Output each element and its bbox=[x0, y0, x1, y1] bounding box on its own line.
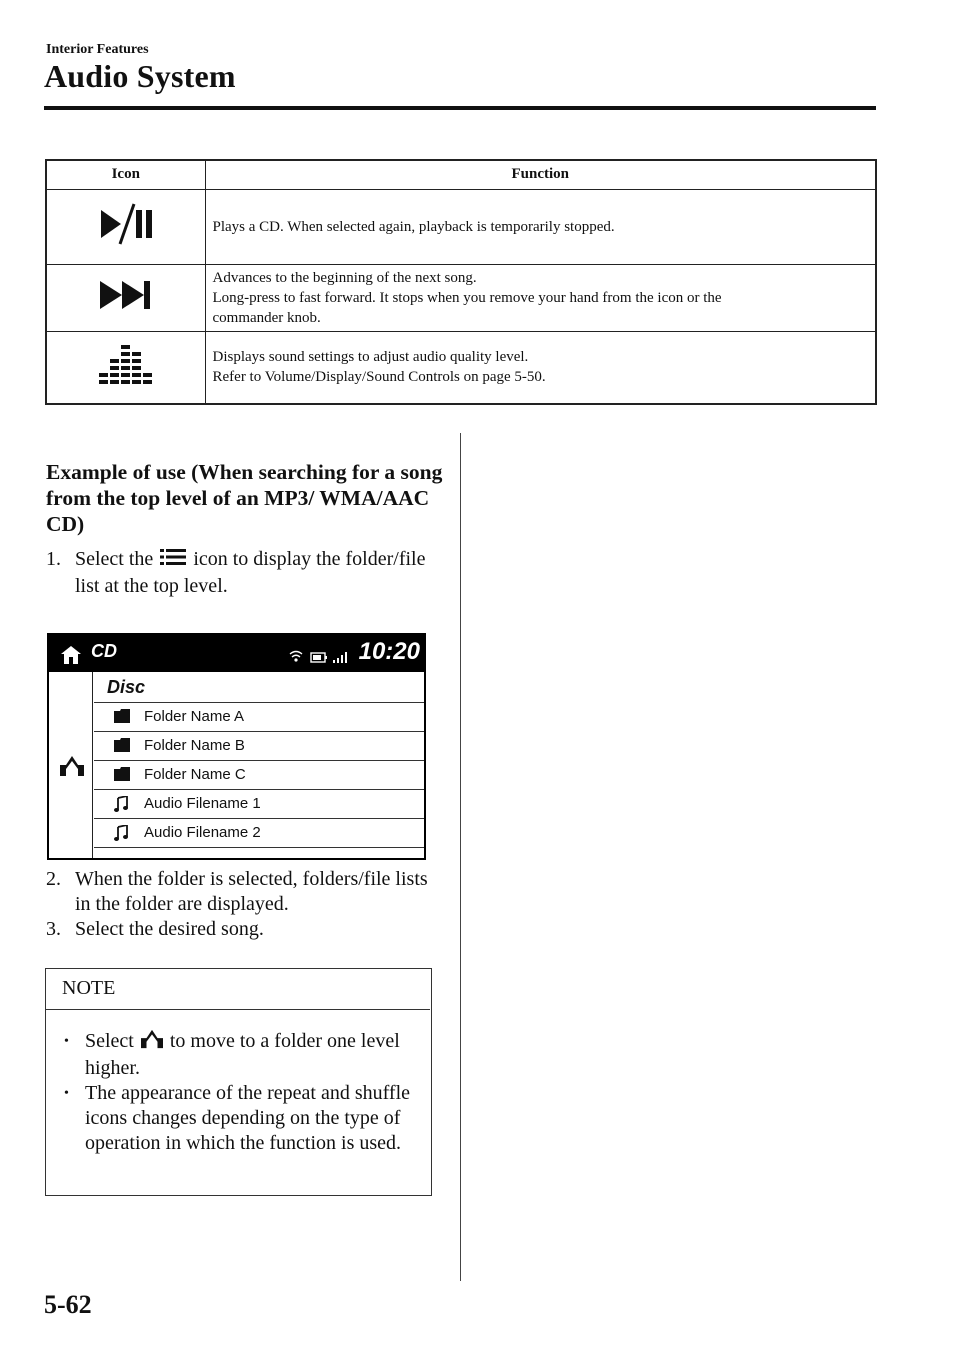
folder-up-icon[interactable] bbox=[60, 756, 84, 781]
list-item[interactable] bbox=[94, 732, 424, 761]
note-text: The appearance of the repeat and shuffle icons changes depending on the type of operation in which the function is used. bbox=[85, 1082, 411, 1154]
step-text: Select the bbox=[75, 548, 154, 570]
list-icon bbox=[160, 547, 186, 574]
list-item-label: Audio Filename 2 bbox=[144, 824, 261, 841]
step-text: Select the desired song. bbox=[75, 918, 264, 940]
back-column bbox=[49, 672, 93, 858]
step-2 bbox=[46, 867, 446, 917]
next-track-icon bbox=[46, 264, 205, 331]
list-title: Disc bbox=[107, 677, 146, 697]
list-item[interactable] bbox=[94, 790, 424, 819]
folder-icon bbox=[114, 709, 130, 728]
folder-up-icon bbox=[141, 1029, 163, 1056]
file-list bbox=[94, 672, 424, 858]
note-list bbox=[60, 1029, 420, 1156]
music-note-icon bbox=[114, 796, 128, 817]
page-number: 5-62 bbox=[44, 1290, 92, 1319]
note-header bbox=[46, 969, 430, 1010]
folder-icon bbox=[114, 738, 130, 757]
screen-source: CD bbox=[91, 641, 117, 661]
note-label: NOTE bbox=[62, 977, 116, 999]
music-note-icon bbox=[114, 825, 128, 846]
bullet: • bbox=[64, 1034, 69, 1049]
title-rule bbox=[44, 106, 876, 110]
function-description: Displays sound settings to adjust audio quality level. Refer to Volume/Display/Sound Controls on page 5-50. bbox=[205, 331, 876, 404]
function-column-header: Function bbox=[205, 160, 876, 189]
table-row bbox=[46, 189, 876, 264]
function-description: Plays a CD. When selected again, playback is temporarily stopped. bbox=[205, 189, 876, 264]
sound-settings-icon bbox=[46, 331, 205, 404]
list-item-label: Folder Name C bbox=[144, 766, 246, 783]
section-label: Interior Features bbox=[46, 42, 149, 57]
list-item-label: Audio Filename 1 bbox=[144, 795, 261, 812]
step-number: 1. bbox=[46, 548, 61, 570]
note-item bbox=[60, 1029, 420, 1081]
list-item[interactable] bbox=[94, 819, 424, 848]
step-number: 3. bbox=[46, 918, 61, 940]
table-row bbox=[46, 331, 876, 404]
page-title: Audio System bbox=[44, 58, 236, 94]
list-header bbox=[94, 672, 424, 703]
example-heading: Example of use (When searching for a song from the top level of an MP3/ WMA/AAC CD) bbox=[46, 460, 443, 536]
folder-icon bbox=[114, 767, 130, 786]
step-1 bbox=[46, 547, 446, 599]
list-item-label: Folder Name A bbox=[144, 708, 245, 725]
screen-header bbox=[49, 635, 424, 672]
column-divider bbox=[460, 433, 461, 1281]
screen-body bbox=[49, 672, 424, 858]
table-row bbox=[46, 264, 876, 331]
note-text: Select bbox=[85, 1030, 134, 1052]
play-pause-icon bbox=[46, 189, 205, 264]
list-item-label: Folder Name B bbox=[144, 737, 245, 754]
table-header-row bbox=[46, 160, 876, 189]
step-number: 2. bbox=[46, 868, 61, 890]
note-text: to move to a folder one level higher. bbox=[85, 1030, 400, 1079]
step-text: icon to display the folder/file list at the top level. bbox=[75, 548, 426, 597]
list-item[interactable] bbox=[94, 761, 424, 790]
note-box bbox=[45, 968, 432, 1196]
icon-function-table bbox=[45, 159, 877, 405]
cd-screen-mockup bbox=[47, 633, 426, 860]
screen-clock: 10:20 bbox=[358, 638, 420, 665]
status-icons bbox=[289, 650, 349, 669]
note-item bbox=[60, 1081, 420, 1156]
step-3 bbox=[46, 917, 446, 942]
home-icon[interactable] bbox=[61, 646, 81, 669]
bullet: • bbox=[64, 1086, 69, 1101]
list-item[interactable] bbox=[94, 703, 424, 732]
icon-column-header: Icon bbox=[46, 160, 205, 189]
step-text: When the folder is selected, folders/file lists in the folder are displayed. bbox=[75, 868, 428, 915]
steps-2-3 bbox=[46, 867, 446, 942]
function-description: Advances to the beginning of the next song. Long-press to fast forward. It stops when you remove your hand from the icon or the commander knob. bbox=[205, 264, 876, 331]
